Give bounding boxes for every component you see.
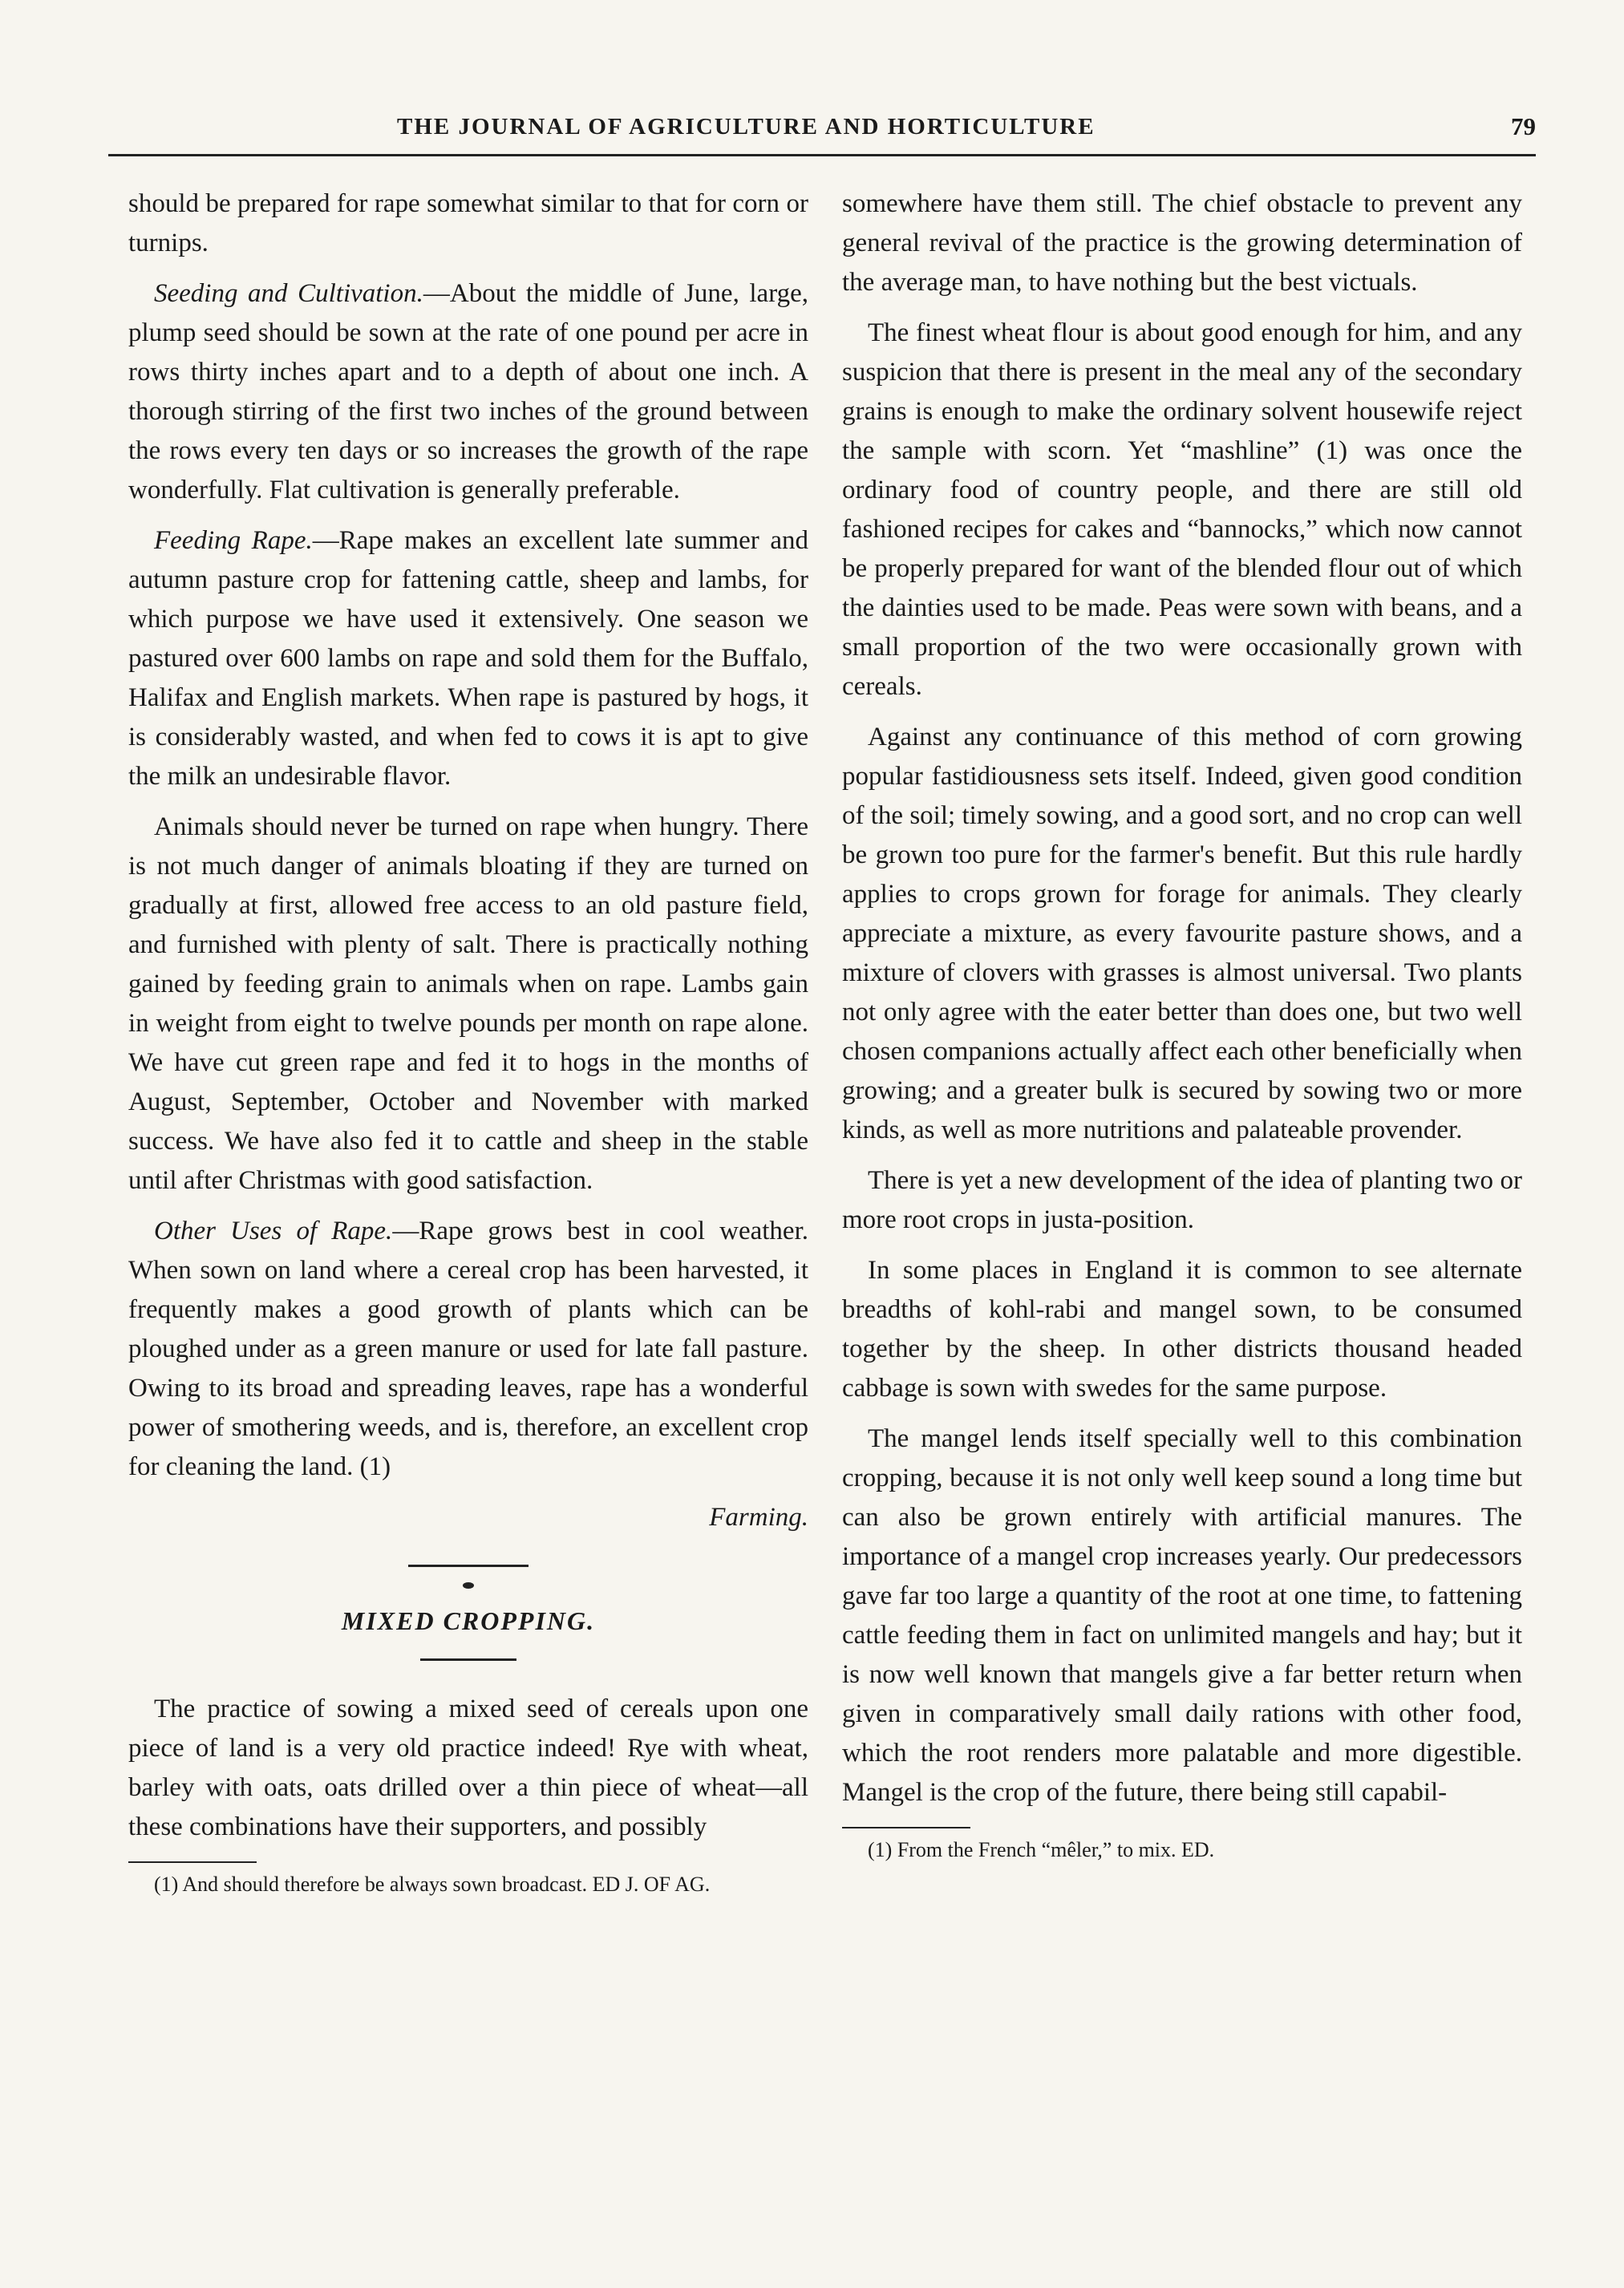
left-column	[128, 184, 808, 1909]
paragraph: The practice of sowing a mixed seed of cereals upon one piece of land is a very old practice indeed! Rye with wheat, barley with oats, oats drilled over a thin piece of wheat—all these combinations have their supporters, and possibly	[128, 1695, 808, 1841]
other-uses-body: —Rape grows best in cool weather. When sown on land where a cereal crop has been harvested, it frequently makes a good growth of plants which can be ploughed under as a green manure or used for late fall pasture. Owing to its broad and spreading leaves, rape has a wonderful power of smothering weeds, and is, therefore, an excellent crop for cleaning the land. (1)	[128, 1217, 808, 1481]
paragraph: should be prepared for rape somewhat similar to that for corn or turnips.	[128, 189, 808, 257]
subhead-other-uses: Other Uses of Rape.	[154, 1217, 393, 1245]
feeding-body: —Rape makes an excellent late summer and autumn pasture crop for fattening cattle, sheep and lambs, for which purpose we have used it extensively. One season we pastured over 600 lambs on rape and sold them for the Buffalo, Halifax and English markets. When rape is pastured by hogs, it is considerably wasted, and when fed to cows it is apt to give the milk an undesirable flavor.	[128, 526, 808, 791]
short-rule	[420, 1658, 516, 1661]
paragraph-seeding	[128, 274, 808, 510]
paragraph-feeding	[128, 521, 808, 796]
seeding-body: —About the middle of June, large, plump seed should be sown at the rate of one pound per acre in rows thirty inches apart and to a depth of about one inch. A thorough stirring of the first two inches of the ground between the rows every ten days or so increases the growth of the rape wonderfully. Flat cultivation is generally preferable.	[128, 279, 808, 504]
paragraph: There is yet a new development of the idea of planting two or more root crops in justa-position.	[842, 1166, 1522, 1234]
paragraph: Animals should never be turned on rape when hungry. There is not much danger of animals bloating if they are turned on gradually at first, allowed free access to an old pasture field, and furnished with plenty of salt. There is practically nothing gained by feeding grain to animals when on rape. Lambs gain in weight from eight to twelve pounds per month on rape alone. We have cut green rape and fed it to hogs in the months of August, September, October and November with marked success. We have also fed it to cattle and sheep in the stable until after Christmas with good satisfaction.	[128, 812, 808, 1195]
paragraph: The mangel lends itself specially well to this combination cropping, because it is not only well keep sound a long time but can also be grown entirely with artificial manures. The importance of a mangel crop increases yearly. Our predecessors gave far too large a quantity of the root at one time, to fattening cattle feeding them in fact on unlimited mangels and hay; but it is now well known that mangels give a far better return when given in comparatively small daily rations with other food, which the root renders more palatable and more digestible. Mangel is the crop of the future, there being still capabil-	[842, 1424, 1522, 1807]
running-head: THE JOURNAL OF AGRICULTURE AND HORTICULTURE	[397, 114, 1095, 140]
page-number: 79	[1511, 112, 1536, 140]
paragraph: In some places in England it is common to see alternate breadths of kohl-rabi and mangel sown, to be consumed together by the sheep. In other districts thousand headed cabbage is sown with swedes for the same purpose.	[842, 1256, 1522, 1403]
paragraph-other-uses	[128, 1212, 808, 1487]
subhead-seeding: Seeding and Cultivation.	[154, 279, 423, 308]
right-column	[842, 184, 1522, 1875]
subhead-feeding: Feeding Rape.	[154, 526, 313, 555]
footnote: (1) From the French “mêler,” to mix. ED.	[868, 1838, 1215, 1861]
footnote-rule	[842, 1827, 970, 1828]
page-header	[108, 106, 1536, 156]
ornament-divider	[408, 1561, 529, 1569]
paragraph: somewhere have them still. The chief obstacle to prevent any general revival of the practice is the growing determination of the average man, to have nothing but the best victuals.	[842, 189, 1522, 297]
section-title: MIXED CROPPING.	[341, 1606, 596, 1635]
paragraph: The finest wheat flour is about good enough for him, and any suspicion that there is present in the meal any of the secondary grains is enough to make the ordinary solvent housewife reject the sample with scorn. Yet “mashline” (1) was once the ordinary food of country people, and there are still old fashioned recipes for cakes and “bannocks,” which now cannot be properly prepared for want of the blended flour out of which the dainties used to be made. Peas were sown with beans, and a small proportion of the two were occasionally grown with cereals.	[842, 318, 1522, 701]
paragraph: Against any continuance of this method of corn growing popular fastidiousness sets itself. Indeed, given good condition of the soil; timely sowing, and a good sort, and no crop can well be grown too pure for the farmer's benefit. But this rule hardly applies to crops grown for forage for animals. They clearly appreciate a mixture, as every favourite pasture shows, and a mixture of clovers with grasses is almost universal. Two plants not only agree with the eater better than does one, but two well chosen companions actually affect each other beneficially when growing; and a greater bulk is secured by sowing two or more kinds, as well as more nutritions and palateable provender.	[842, 723, 1522, 1144]
ornament-dot	[463, 1582, 474, 1589]
footnote-rule	[128, 1861, 257, 1863]
source-signoff: Farming.	[709, 1503, 808, 1532]
footnote: (1) And should therefore be always sown broadcast. ED J. OF AG.	[154, 1873, 711, 1896]
